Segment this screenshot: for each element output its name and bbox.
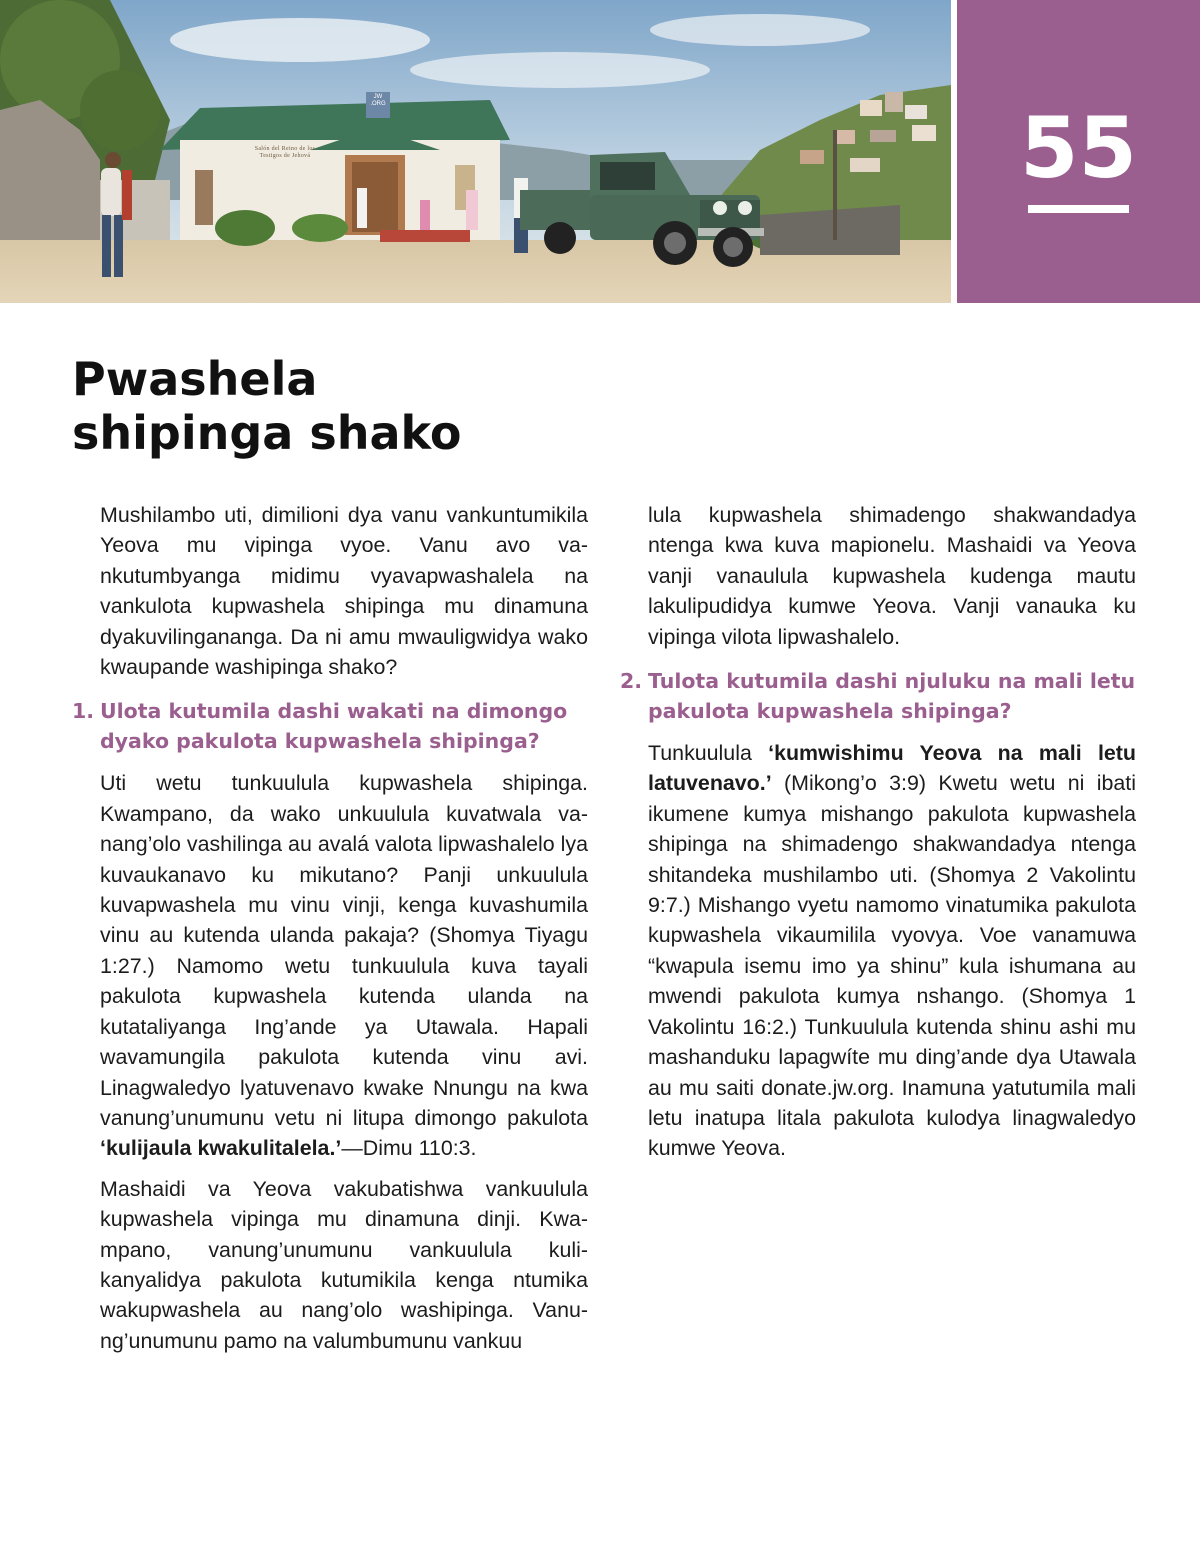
chapter-badge: [957, 0, 1200, 303]
jw-logo-top: JW: [373, 94, 383, 100]
question-2: [620, 666, 1136, 726]
hall-sign-text: Salón del Reino de los Testigos de Jehová: [254, 146, 316, 159]
chapter-underline: [1028, 205, 1129, 213]
banner-photo: [0, 0, 951, 303]
answer-1-text: Uti wetu tunkuulula kupwashela shipinga. Kwampano, da wako unkuulula kuvatwala vanang’olo vashilinga au avalá valota lipwashalelo lya kuvaukanavo ku mikutano? Panji unkuulula kuvapwashela mu vinu vinji, kenga kuvashumila vinu au kutenda ulanda pakaja? (Shomya Tiyagu 1:27.) Namomo wetu tunkuulula kuva tayali pakulota kupwashela kutenda ulanda na kutataliyanga Ing’ande ya Utawala. Hapali wavamungila pakulota kutenda vinu avi. Linagwaledyo lyatuvenavo kwake Nnungu na kwa vanung’unumunu vetu ni litupa dimongo pakulota: [100, 771, 588, 1130]
answer-1-paragraph-1: [72, 768, 588, 1163]
page-title-line-1: Pwashela: [72, 352, 318, 406]
answer-1-paragraph-2-continued: lula kupwashela shimadengo shakwandadya ntenga kwa kuva mapionelu. Mashaidi va Yeova vanji vanaulula kupwashela kudenga mautu lakulipudidya kumwe Yeova. Vanji vanauka ku vipinga vilota lipwashalelo.: [648, 503, 1136, 649]
answer-2-lead: Tunkuulula: [648, 741, 769, 766]
question-2-number: 2.: [620, 669, 643, 694]
jw-org-logo: [366, 92, 390, 118]
jw-logo-bottom: .ORG: [370, 101, 386, 107]
intro-paragraph: Mushilambo uti, dimilioni dya vanu vankuntumikila Yeova mu vipinga vyoe. Vanu avo vankutumbyanga midimu vyavapwashalela na vankulota kupwashela shipinga mu dinamuna dyakuvilingananga. Da ni amu mwauligwidya wako kwaupande washipinga shako?: [100, 503, 588, 680]
chapter-number: 55: [1020, 99, 1137, 197]
question-1: [72, 696, 588, 756]
answer-1-reference: —Dimu 110:3.: [341, 1136, 477, 1161]
answer-1-paragraph-2: Mashaidi va Yeova vakubatishwa vankuulula kupwashela vipinga mu dinamuna dinji. Kwampano, vanung’unumunu vankuulula kulikanyalidya pakulota kutumikila kenga ntumika wakupwashela au nang’olo washipinga. Vanung’unumunu pamo na valumbumunu vankuu: [100, 1176, 588, 1353]
answer-2-bold-quote: ‘kumwishimu Yeova na mali letu latuvenavo.’: [648, 741, 1136, 796]
kingdom-hall-illustration: [0, 0, 951, 303]
question-1-number: 1.: [72, 699, 95, 724]
right-column: [620, 500, 1136, 1174]
question-1-text: Ulota kutumila dashi wakati na dimongo dyako pakulota kupwashela shipinga?: [100, 699, 568, 754]
question-2-text: Tulota kutumila dashi njuluku na mali letu pakulota kupwashela shipinga?: [648, 669, 1136, 724]
answer-1-bold-quote: ‘kulijaula kwakulitalela.’: [100, 1136, 342, 1161]
page-title-line-2: shipinga shako: [72, 406, 462, 460]
page-title: [72, 352, 461, 460]
left-column: [72, 500, 588, 1366]
answer-2-text: (Mikong’o 3:9) Kwetu wetu ni ibati ikumene kumya mishango pakulota kupwashela shipinga na shimadengo shakwandadya ntenga shitandeka mushilambo uti. (Shomya 2 Vakolintu 9:7.) Mishango vyetu namomo vinatumika pakulota kupwashela vikaumilila vyovya. Voe vanamuwa “kwapula isemu imo ya shinu” kula ishumana au mwendi pakulota kumya nshango. (Shomya 1 Vakolintu 16:2.) Tunkuulula kutenda shinu ashi mu mashanduku lapagwíte mu ding’ande dya Utawala au mu saiti donate.jw.org. Inamuna yatutumila mali letu inatupa litala pakulota kulodya linagwaledyo kumwe Yeova.: [648, 771, 1136, 1161]
answer-2-paragraph: [620, 738, 1136, 1164]
